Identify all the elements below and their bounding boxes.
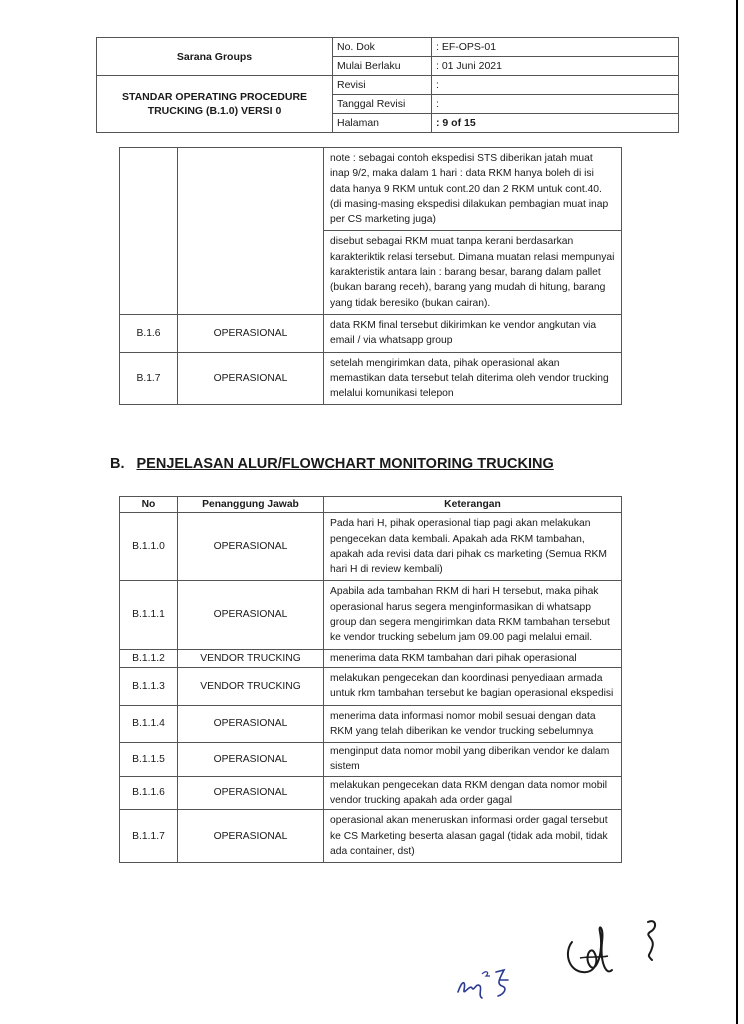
description-cell: disebut sebagai RKM muat tanpa kerani berdasarkan karakteriktik relasi tersebut. Dimana muatan relasi mempunyai karakteristik antara lain : barang besar, barang dalam pallet (bukan barang receh), barang yang mudah di hitung, barang yang tidak beresiko (bukan cairan). xyxy=(324,231,622,314)
description-cell: menginput data nomor mobil yang diberikan vendor ke dalam sistem xyxy=(324,743,622,777)
description-cell: melakukan pengecekan data RKM dengan data nomor mobil vendor trucking apakah ada order gagal xyxy=(324,776,622,810)
row-number-cell: B.1.1.0 xyxy=(120,513,178,581)
table-row xyxy=(120,705,622,743)
table-header-row xyxy=(120,497,622,513)
procedure-table-continued xyxy=(119,147,622,405)
section-number: B. xyxy=(110,456,125,472)
table-row xyxy=(120,810,622,863)
monitoring-trucking-table xyxy=(119,496,622,863)
row-number-cell: B.1.1.5 xyxy=(120,743,178,777)
col-header-no: No xyxy=(120,497,178,513)
revision-label: Revisi xyxy=(333,76,432,95)
row-number-cell: B.1.1.6 xyxy=(120,776,178,810)
description-cell: menerima data informasi nomor mobil sesuai dengan data RKM yang telah diberikan ke vendor trucking sebelumnya xyxy=(324,705,622,743)
company-name: Sarana Groups xyxy=(97,38,333,76)
section-title: PENJELASAN ALUR/FLOWCHART MONITORING TRUCKING xyxy=(136,456,554,472)
initials-signature-small xyxy=(452,962,522,1002)
description-cell: Apabila ada tambahan RKM di hari H tersebut, maka pihak operasional harus segera menginformasikan di whatsapp group dan segera mengirimkan data RKM tambahan tersebut ke vendor trucking sebelum jam 09.00 pagi melalui email. xyxy=(324,581,622,649)
table-row xyxy=(120,581,622,649)
description-cell: setelah mengirimkan data, pihak operasional akan memastikan data tersebut telah diterima oleh vendor trucking melalui komunikasi telepon xyxy=(324,352,622,405)
page-edge xyxy=(736,0,738,1024)
section-heading xyxy=(110,456,554,472)
responsible-cell: VENDOR TRUCKING xyxy=(178,649,324,667)
responsible-cell: OPERASIONAL xyxy=(178,352,324,405)
table-row xyxy=(120,148,622,231)
document-header xyxy=(96,37,679,133)
row-number-cell: B.1.1.4 xyxy=(120,705,178,743)
revision-date-value: : xyxy=(432,95,679,114)
document-title xyxy=(97,76,333,133)
row-number-cell: B.1.1.1 xyxy=(120,581,178,649)
responsible-cell xyxy=(178,148,324,315)
row-number-cell: B.1.6 xyxy=(120,314,178,352)
revision-value: : xyxy=(432,76,679,95)
description-cell: melakukan pengecekan dan koordinasi penyediaan armada untuk rkm tambahan tersebut ke bagian operasional ekspedisi xyxy=(324,667,622,705)
title-line-2: TRUCKING (B.1.0) VERSI 0 xyxy=(147,105,282,117)
table-row xyxy=(120,667,622,705)
description-cell: operasional akan meneruskan informasi order gagal tersebut ke CS Marketing beserta alasan gagal (tidak ada mobil, tidak ada container, dst) xyxy=(324,810,622,863)
col-header-responsible: Penanggung Jawab xyxy=(178,497,324,513)
responsible-cell: OPERASIONAL xyxy=(178,314,324,352)
effective-date-label: Mulai Berlaku xyxy=(333,57,432,76)
responsible-cell: OPERASIONAL xyxy=(178,810,324,863)
table-row xyxy=(120,776,622,810)
row-number-cell: B.1.1.3 xyxy=(120,667,178,705)
signature-main xyxy=(560,912,670,992)
responsible-cell: OPERASIONAL xyxy=(178,581,324,649)
table-row xyxy=(120,513,622,581)
responsible-cell: OPERASIONAL xyxy=(178,743,324,777)
page-value: : 9 of 15 xyxy=(432,114,679,133)
doc-number-value: : EF-OPS-01 xyxy=(432,38,679,57)
description-cell: note : sebagai contoh ekspedisi STS diberikan jatah muat inap 9/2, maka dalam 1 hari : data RKM hanya boleh di isi data hanya 9 RKM untuk cont.20 dan 2 RKM untuk cont.40. (di masing-masing ekspedisi dilakukan pembagian muat inap per CS marketing juga) xyxy=(324,148,622,231)
responsible-cell: OPERASIONAL xyxy=(178,776,324,810)
responsible-cell: OPERASIONAL xyxy=(178,705,324,743)
row-number-cell: B.1.1.7 xyxy=(120,810,178,863)
responsible-cell: OPERASIONAL xyxy=(178,513,324,581)
revision-date-label: Tanggal Revisi xyxy=(333,95,432,114)
page-label: Halaman xyxy=(333,114,432,133)
description-cell: menerima data RKM tambahan dari pihak operasional xyxy=(324,649,622,667)
row-number-cell: B.1.1.2 xyxy=(120,649,178,667)
doc-number-label: No. Dok xyxy=(333,38,432,57)
table-row xyxy=(120,743,622,777)
table-row xyxy=(120,352,622,405)
description-cell: data RKM final tersebut dikirimkan ke vendor angkutan via email / via whatsapp group xyxy=(324,314,622,352)
table-row xyxy=(120,314,622,352)
table-row xyxy=(120,649,622,667)
col-header-description: Keterangan xyxy=(324,497,622,513)
effective-date-value: : 01 Juni 2021 xyxy=(432,57,679,76)
title-line-1: STANDAR OPERATING PROCEDURE xyxy=(121,91,308,103)
row-number-cell: B.1.7 xyxy=(120,352,178,405)
row-number-cell xyxy=(120,148,178,315)
responsible-cell: VENDOR TRUCKING xyxy=(178,667,324,705)
description-cell: Pada hari H, pihak operasional tiap pagi akan melakukan pengecekan data kembali. Apakah ada RKM tambahan, apakah ada revisi data dari pihak cs marketing (Semua RKM hari H di review kembali) xyxy=(324,513,622,581)
